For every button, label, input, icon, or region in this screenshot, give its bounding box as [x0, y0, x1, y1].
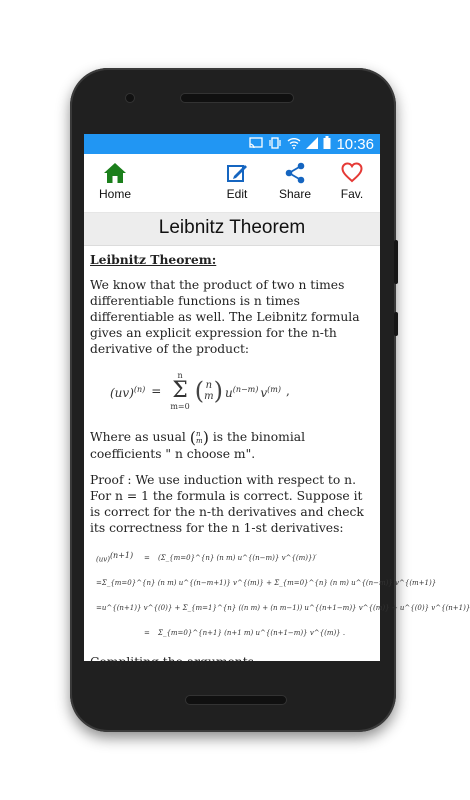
heart-icon — [341, 162, 363, 184]
paragraph-intro: We know that the product of two n times differentiable functions is n times differentiable as well. The Leibnitz formula gives an explicit expression for the n-th derivative of the product: — [90, 278, 360, 356]
proof-lhs: (uv)$^{(n+1)}$ — [96, 551, 134, 564]
home-label: Home — [98, 187, 131, 201]
volume-button[interactable] — [394, 240, 398, 284]
power-button[interactable] — [394, 312, 398, 336]
sum-symbol: n Σ m=0 — [170, 371, 190, 411]
bottom-speaker — [185, 695, 287, 705]
paragraph-conclusion: Compliting the arguments. — [90, 654, 258, 669]
status-time: 10:36 — [336, 135, 374, 153]
inline-binomial: ( n m ) — [189, 427, 209, 447]
toolbar — [84, 154, 380, 213]
binomial-coefficient: ( n m ) — [194, 377, 223, 405]
home-button[interactable] — [90, 162, 140, 201]
proof-line: = u^{(n+1)} v^{(0)} + Σ_{m=1}^{n} ((n m) + (n m−1)) u^{(n+1−m)} v^{(m)} + u^{(0)} v^{(n+1)} — [96, 596, 374, 621]
paragraph-binomial-end: is the binomial coefficients " n choose m". — [90, 430, 306, 461]
status-bar — [84, 134, 380, 154]
paragraph-binomial-start: Where as usual — [90, 430, 186, 444]
leibnitz-formula — [110, 371, 374, 411]
edit-icon — [226, 162, 248, 184]
front-camera-icon — [125, 93, 135, 103]
proof-line: = Σ_{m=0}^{n+1} (n+1 m) u^{(n+1−m)} v^{(m)} . — [96, 621, 374, 646]
paragraph-binomial — [90, 429, 374, 462]
proof-rhs: u^{(n+1)} v^{(0)} + Σ_{m=1}^{n} ((n m) + (n m−1)) u^{(n+1−m)} v^{(m)} + u^{(0)} v^{(n+1)} — [101, 604, 470, 612]
paragraph-proof: Proof : We use induction with respect to n. For n = 1 the formula is correct. Suppose it is correct for the n-th derivatives and check its correctness for the n 1-st derivatives: — [90, 472, 364, 535]
proof-rhs: Σ_{m=0}^{n+1} (n+1 m) u^{(n+1−m)} v^{(m)} . — [158, 629, 346, 637]
formula-lhs: (uv)$^{(n)}$ — [110, 384, 146, 400]
article-content — [90, 252, 470, 680]
formula-comma: , — [286, 384, 290, 398]
page-title-bar — [84, 213, 380, 246]
earpiece-speaker — [180, 93, 294, 103]
vibrate-icon — [268, 137, 282, 152]
edit-button[interactable] — [212, 162, 262, 201]
signal-icon — [306, 137, 318, 152]
edit-label: Edit — [226, 187, 248, 201]
fav-label: Fav. — [340, 187, 364, 201]
formula-term-v: $v^{(m)}$ — [260, 384, 281, 400]
share-label: Share — [278, 187, 312, 201]
wifi-icon — [287, 137, 301, 152]
share-button[interactable] — [270, 162, 320, 201]
proof-line: (uv)$^{(n+1)}$ = (Σ_{m=0}^{n} (n m) u^{(n−m)} v^{(m)})′ — [96, 546, 374, 571]
screen-cast-icon — [249, 137, 263, 152]
formula-term-u: $u^{(n-m)}$ — [224, 384, 259, 400]
battery-icon — [323, 136, 331, 152]
phone-screen — [84, 134, 470, 669]
proof-derivation — [96, 546, 470, 646]
proof-rhs: Σ_{m=0}^{n} (n m) u^{(n−m+1)} v^{(m)} + Σ_{m=0}^{n} (n m) u^{(n−m)} v^{(m+1)} — [101, 579, 437, 587]
proof-line: = Σ_{m=0}^{n} (n m) u^{(n−m+1)} v^{(m)} + Σ_{m=0}^{n} (n m) u^{(n−m)} v^{(m+1)} — [96, 571, 374, 596]
proof-rhs: (Σ_{m=0}^{n} (n m) u^{(n−m)} v^{(m)})′ — [158, 554, 317, 562]
article-heading: Leibnitz Theorem: — [90, 252, 217, 267]
home-icon — [103, 162, 127, 184]
share-icon — [284, 162, 306, 184]
page-title: Leibnitz Theorem — [158, 217, 306, 238]
formula-equals: = — [151, 384, 162, 398]
favorite-button[interactable] — [327, 162, 377, 201]
